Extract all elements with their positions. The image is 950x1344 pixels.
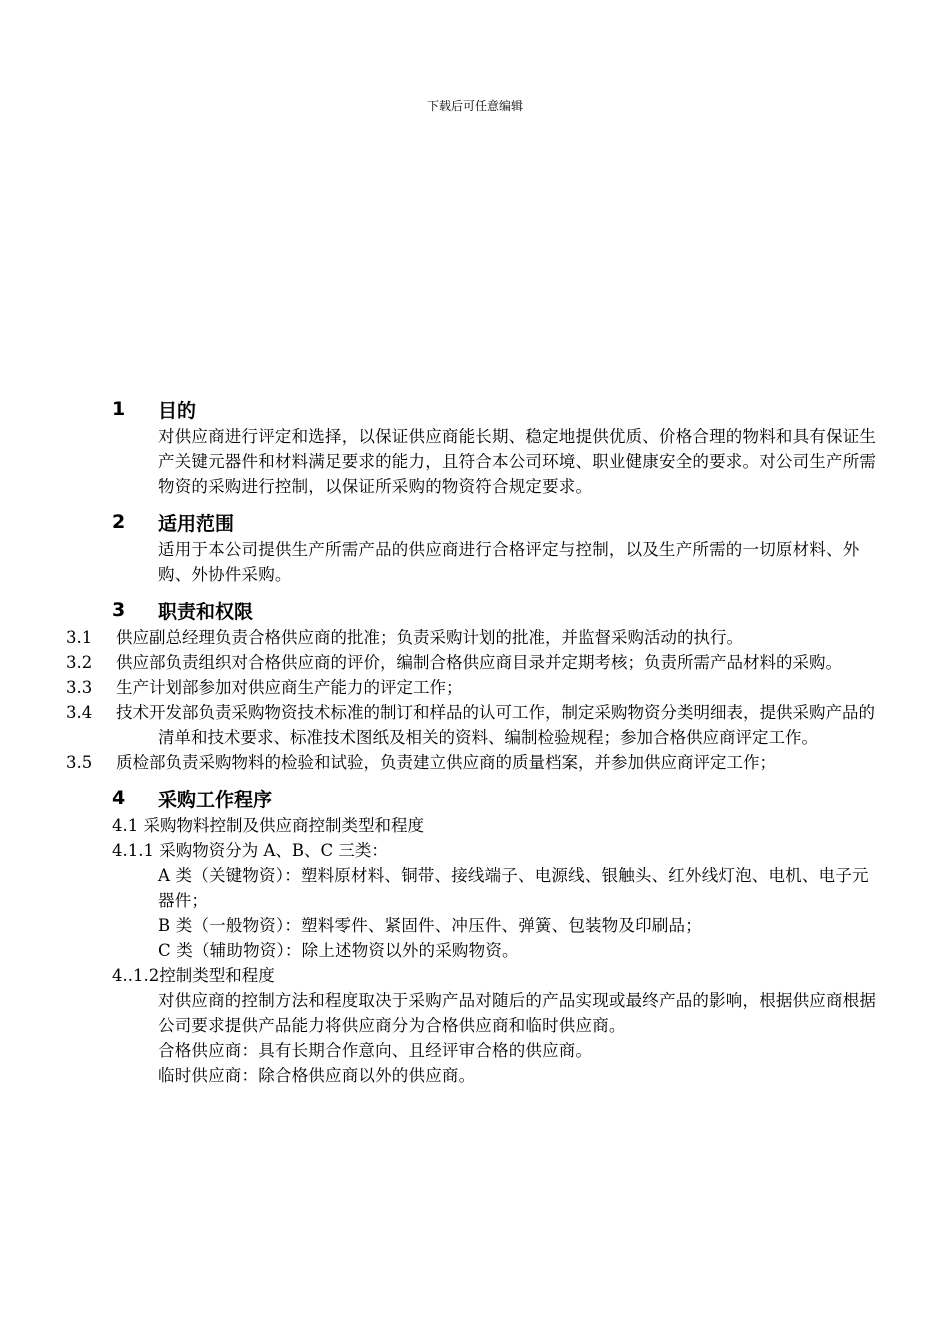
section-body-scope: 适用于本公司提供生产所需产品的供应商进行合格评定与控制，以及生产所需的一切原材料、外购、外协件采购。	[158, 540, 860, 584]
item-number: 3.4	[66, 703, 93, 722]
class-a-description: A 类（关键物资）：塑料原材料、铜带、接线端子、电源线、银触头、红外线灯泡、电机、电子元器件；	[158, 866, 869, 910]
section-heading-1	[112, 394, 882, 424]
item-text: 质检部负责采购物料的检验和试验，负责建立供应商的质量档案，并参加供应商评定工作；	[116, 753, 776, 772]
item-number: 4.1.1	[112, 841, 154, 860]
header-note: 下载后可任意编辑	[426, 99, 523, 113]
control-description: 对供应商的控制方法和程度取决于采购产品对随后的产品实现或最终产品的影响，根据供应商根据公司要求提供产品能力将供应商分为合格供应商和临时供应商。	[158, 991, 877, 1035]
item-number: 3.1	[66, 628, 93, 647]
subsection-4-1-2	[112, 963, 882, 988]
item-text: 供应副总经理负责合格供应商的批准；负责采购计划的批准，并监督采购活动的执行。	[116, 628, 743, 647]
section-heading-3	[112, 595, 882, 625]
list-item	[66, 700, 882, 750]
section-number: 1	[112, 398, 126, 420]
section-number: 3	[112, 599, 126, 621]
section-heading-4	[112, 783, 882, 813]
section-title: 目的	[158, 399, 197, 422]
item-text: 控制类型和程度	[159, 966, 275, 985]
item-number: 3.2	[66, 653, 93, 672]
list-item	[66, 650, 882, 675]
section-body-purpose: 对供应商进行评定和选择，以保证供应商能长期、稳定地提供优质、价格合理的物料和具有保证生产关键元器件和材料满足要求的能力，且符合本公司环境、职业健康安全的要求。对公司生产所需物资的采购进行控制，以保证所采购的物资符合规定要求。	[158, 427, 877, 496]
item-text: 采购物资分为 A、B、C 三类：	[159, 841, 388, 860]
list-item	[66, 625, 882, 650]
item-text: 技术开发部负责采购物资技术标准的制订和样品的认可工作，制定采购物资分类明细表，提供采购产品的清单和技术要求、标准技术图纸及相关的资料、编制检验规程；参加合格供应商评定工作。	[116, 703, 875, 747]
list-item	[66, 750, 882, 775]
section-heading-2	[112, 507, 882, 537]
item-text: 采购物料控制及供应商控制类型和程度	[143, 816, 424, 835]
qualified-supplier-definition: 合格供应商：具有长期合作意向、且经评审合格的供应商。	[158, 1041, 593, 1060]
subsection-4-1-1	[112, 838, 882, 863]
item-text: 生产计划部参加对供应商生产能力的评定工作；	[116, 678, 463, 697]
section-number: 2	[112, 511, 126, 533]
subsection-4-1	[112, 813, 882, 838]
item-number: 4.1	[112, 816, 139, 835]
document-content	[66, 394, 882, 1088]
item-number: 3.3	[66, 678, 93, 697]
item-number: 4..1.2	[112, 966, 160, 985]
temporary-supplier-definition: 临时供应商：除合格供应商以外的供应商。	[158, 1066, 476, 1085]
section-title: 适用范围	[158, 512, 235, 535]
section-title: 采购工作程序	[158, 788, 273, 811]
item-number: 3.5	[66, 753, 93, 772]
section-number: 4	[112, 787, 126, 809]
class-c-description: C 类（辅助物资）：除上述物资以外的采购物资。	[158, 941, 519, 960]
class-b-description: B 类（一般物资）：塑料零件、紧固件、冲压件、弹簧、包装物及印刷品；	[158, 916, 702, 935]
list-item	[66, 675, 882, 700]
item-text: 供应部负责组织对合格供应商的评价，编制合格供应商目录并定期考核；负责所需产品材料的采购。	[116, 653, 842, 672]
section-title: 职责和权限	[158, 600, 254, 623]
